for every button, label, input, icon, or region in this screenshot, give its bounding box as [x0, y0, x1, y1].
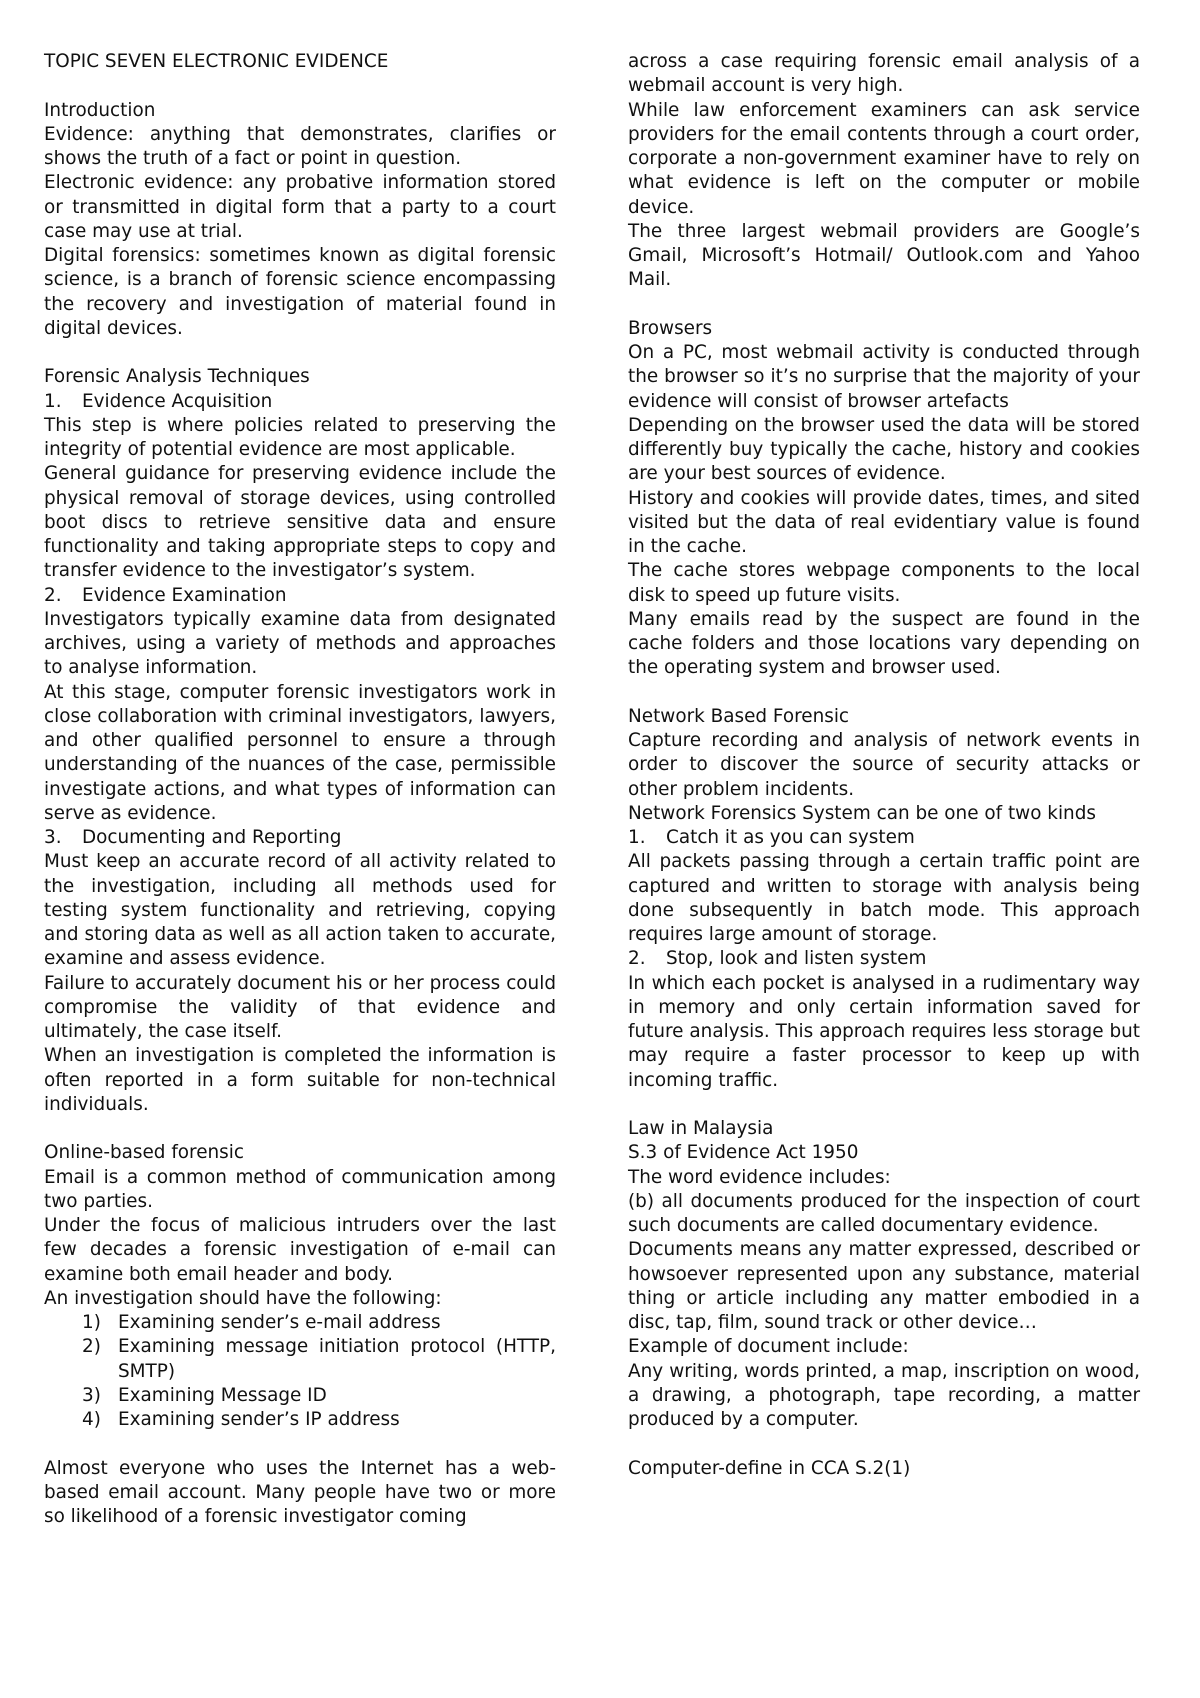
numbered-item-examination — [44, 584, 556, 608]
spacer — [44, 341, 556, 365]
item-label: Stop, look and listen system — [666, 948, 927, 970]
section-heading-law-malaysia: Law in Malaysia — [628, 1118, 774, 1139]
paragraph-webmail-intro: Almost everyone who uses the Internet has a web-based email account. Many people have two or more so likelihood of a forensic investigator coming — [44, 1457, 556, 1527]
spacer — [628, 1093, 1140, 1117]
item-label: Evidence Examination — [82, 584, 287, 606]
item-number: 1. — [44, 390, 62, 412]
section-heading-network-forensic: Network Based Forensic — [628, 705, 850, 727]
paragraph-browsers-5: Many emails read by the suspect are found in the cache folders and those locations vary depending on the operating system and browser used. — [628, 608, 1140, 679]
left-column — [44, 50, 556, 1529]
item-number: 3. — [44, 827, 62, 848]
list-number: 2) — [82, 1336, 101, 1358]
paragraph-webmail-providers: The three largest webmail providers are Google’s Gmail, Microsoft’s Hotmail/ Outlook.com and Yahoo Mail. — [628, 220, 1140, 291]
spacer — [44, 74, 556, 98]
numbered-item-reporting — [44, 826, 556, 850]
paragraph-evidence-definition: Evidence: anything that demonstrates, clarifies or shows the truth of a fact or point in question. — [44, 123, 556, 169]
item-number: 2. — [44, 584, 62, 606]
document-title: TOPIC SEVEN ELECTRONIC EVIDENCE — [44, 51, 389, 72]
paragraph-catch-it: All packets passing through a certain traffic point are captured and written to storage with analysis being done subsequently in batch mode. This approach requires large amount of storage. — [628, 851, 1140, 945]
list-text: Examining sender’s e-mail address — [118, 1312, 441, 1333]
paragraph-browsers-3: History and cookies will provide dates, times, and sited visited but the data of real evidentiary value is found in the cache. — [628, 487, 1140, 557]
item-label: Documenting and Reporting — [82, 827, 342, 848]
list-number: 1) — [82, 1312, 101, 1333]
item-label: Evidence Acquisition — [82, 390, 273, 412]
paragraph-law-6: Any writing, words printed, a map, inscription on wood, a drawing, a photograph, tape recording, a matter produced by a computer. — [628, 1360, 1140, 1430]
list-item — [44, 1311, 556, 1335]
spacer — [628, 681, 1140, 705]
paragraph-acquisition-1: This step is where policies related to preserving the integrity of potential evidence are most applicable. — [44, 414, 556, 460]
paragraph-law-5: Example of document include: — [628, 1336, 909, 1358]
paragraph-acquisition-2: General guidance for preserving evidence include the physical removal of storage devices, using controlled boot discs to retrieve sensitive data and ensure functionality and taking appropriate steps to copy and transfer evidence to the investigator’s system. — [44, 463, 556, 582]
right-column — [628, 50, 1140, 1481]
paragraph-browsers-1: On a PC, most webmail activity is conducted through the browser so it’s no surprise that the majority of your evidence will consist of browser artefacts — [628, 342, 1140, 412]
paragraph-law-3: (b) all documents produced for the inspection of court such documents are called documentary evidence. — [628, 1190, 1140, 1236]
paragraph-stop-look-listen: In which each pocket is analysed in a rudimentary way in memory and only certain information saved for future analysis. This approach requires less storage but may require a faster processor to keep up with incoming traffic. — [628, 972, 1140, 1091]
paragraph-examination-1: Investigators typically examine data from designated archives, using a variety of methods and approaches to analyse information. — [44, 608, 556, 679]
section-heading-forensic-techniques: Forensic Analysis Techniques — [44, 366, 310, 388]
list-text: Examining sender’s IP address — [118, 1409, 400, 1430]
list-item — [44, 1384, 556, 1408]
spacer — [628, 293, 1140, 317]
paragraph-online-3: An investigation should have the following: — [44, 1287, 442, 1309]
item-number: 1. — [628, 827, 646, 848]
spacer — [44, 1117, 556, 1141]
list-number: 4) — [82, 1409, 101, 1430]
paragraph-webmail-continued: across a case requiring forensic email analysis of a webmail account is very high. — [628, 51, 1140, 97]
paragraph-reporting-3: When an investigation is completed the information is often reported in a form suitable for non-technical individuals. — [44, 1045, 556, 1115]
paragraph-law-4: Documents means any matter expressed, described or howsoever represented upon any substance, material thing or article including any matter embodied in a disc, tap, film, sound track or other device… — [628, 1239, 1140, 1333]
numbered-item-stop-look-listen — [628, 947, 1140, 971]
paragraph-browsers-4: The cache stores webpage components to the local disk to speed up future visits. — [628, 560, 1140, 606]
section-heading-introduction: Introduction — [44, 99, 156, 121]
section-heading-computer-define: Computer-define in CCA S.2(1) — [628, 1457, 911, 1479]
paragraph-law-1: S.3 of Evidence Act 1950 — [628, 1142, 859, 1164]
section-heading-online-forensic: Online-based forensic — [44, 1142, 244, 1164]
paragraph-digital-forensics: Digital forensics: sometimes known as digital forensic science, is a branch of forensic science encompassing the recovery and investigation of material found in digital devices. — [44, 245, 556, 339]
paragraph-reporting-2: Failure to accurately document his or her process could compromise the validity of that evidence and ultimately, the case itself. — [44, 972, 556, 1042]
list-item — [44, 1408, 556, 1432]
paragraph-law-2: The word evidence includes: — [628, 1166, 891, 1188]
paragraph-examination-2: At this stage, computer forensic investigators work in close collaboration with criminal investigators, lawyers, and other qualified personnel to ensure a through understanding of the nuances of the case, permissible investigate actions, and what types of information can serve as evidence. — [44, 681, 556, 824]
list-item — [44, 1335, 556, 1384]
paragraph-network-2: Network Forensics System can be one of two kinds — [628, 802, 1096, 824]
item-number: 2. — [628, 948, 646, 970]
paragraph-online-1: Email is a common method of communication among two parties. — [44, 1166, 556, 1212]
numbered-item-catch-it — [628, 826, 1140, 850]
item-label: Catch it as you can system — [666, 827, 915, 848]
spacer — [628, 1432, 1140, 1456]
paragraph-electronic-evidence: Electronic evidence: any probative information stored or transmitted in digital form that a party to a court case may use at trial. — [44, 172, 556, 242]
list-text: Examining message initiation protocol (HTTP, SMTP) — [118, 1336, 556, 1382]
spacer — [44, 1432, 556, 1456]
list-number: 3) — [82, 1384, 101, 1406]
paragraph-browsers-2: Depending on the browser used the data will be stored differently buy typically the cache, history and cookies are your best sources of evidence. — [628, 414, 1140, 485]
list-text: Examining Message ID — [118, 1384, 327, 1406]
paragraph-reporting-1: Must keep an accurate record of all activity related to the investigation, including all methods used for testing system functionality and retrieving, copying and storing data as well as all action taken to accurate, examine and assess evidence. — [44, 851, 556, 970]
investigation-list — [44, 1311, 556, 1432]
paragraph-network-1: Capture recording and analysis of network events in order to discover the source of security attacks or other problem incidents. — [628, 730, 1140, 800]
section-heading-browsers: Browsers — [628, 317, 713, 339]
paragraph-online-2: Under the focus of malicious intruders over the last few decades a forensic investigation of e-mail can examine both email header and body. — [44, 1215, 556, 1285]
numbered-item-acquisition — [44, 390, 556, 414]
paragraph-law-enforcement: While law enforcement examiners can ask service providers for the email contents through a court order, corporate a non-government examiner have to rely on what evidence is left on the computer or mobile device. — [628, 99, 1140, 218]
